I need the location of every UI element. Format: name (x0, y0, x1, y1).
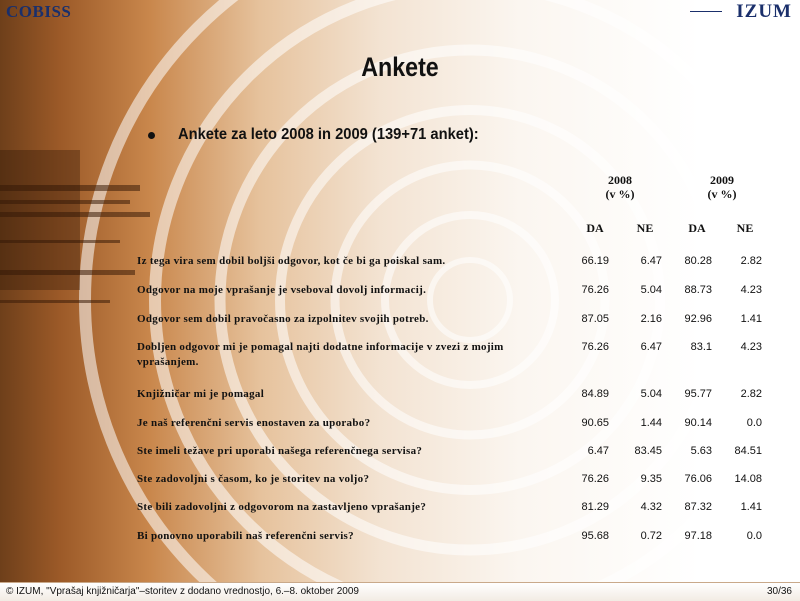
slide-number: 30/36 (766, 586, 792, 597)
value-2009-da: 95.77 (684, 388, 712, 400)
value-2009-da: 83.1 (690, 341, 712, 353)
value-2008-da: 95.68 (581, 530, 609, 542)
question-text: Iz tega vira sem dobil boljši odgovor, kot če bi ga poiskal sam. (137, 255, 446, 267)
value-2008-da: 66.19 (581, 255, 609, 267)
slide-title: Ankete (361, 52, 439, 82)
question-text: Je naš referenčni servis enostaven za uporabo? (137, 417, 371, 429)
cobiss-logo: COBISS (6, 2, 72, 21)
year-label: 2008 (608, 173, 632, 187)
value-2008-ne: 5.04 (640, 388, 662, 400)
value-2008-da: 76.26 (581, 341, 609, 353)
value-2009-da: 97.18 (684, 530, 712, 542)
question-text: Dobljen odgovor mi je pomagal najti dodatne informacije v zvezi z mojim vprašanjem. (137, 341, 504, 368)
izum-logo: IZUM (736, 1, 792, 22)
question-text: Bi ponovno uporabili naš referenčni servis? (137, 530, 354, 542)
value-2009-da: 76.06 (684, 473, 712, 485)
value-2009-ne: 0.0 (746, 417, 762, 429)
value-2009-ne: 84.51 (734, 445, 762, 457)
column-header-da: DA (586, 221, 604, 235)
value-2008-da: 87.05 (581, 313, 609, 325)
value-2009-ne: 14.08 (734, 473, 762, 485)
value-2008-ne: 5.04 (640, 284, 662, 296)
value-2008-da: 90.65 (581, 417, 609, 429)
question-text: Odgovor sem dobil pravočasno za izpolnitev svojih potreb. (137, 313, 429, 325)
value-2008-da: 6.47 (587, 445, 609, 457)
value-2009-ne: 1.41 (740, 501, 762, 513)
column-header-ne: NE (736, 221, 754, 235)
value-2008-da: 81.29 (581, 501, 609, 513)
value-2008-ne: 4.32 (640, 501, 662, 513)
year-header-2009 (692, 173, 752, 201)
question-text: Knjižničar mi je pomagal (137, 388, 265, 400)
value-2009-ne: 4.23 (740, 284, 762, 296)
value-2009-da: 92.96 (684, 313, 712, 325)
value-2008-ne: 1.44 (640, 417, 662, 429)
value-2009-da: 80.28 (684, 255, 712, 267)
footer-text: © IZUM, "Vprašaj knjižničarja"–storitev z dodano vrednostjo, 6.–8. oktober 2009 (6, 586, 359, 597)
value-2009-da: 5.63 (690, 445, 712, 457)
value-2009-ne: 4.23 (740, 341, 762, 353)
bullet-item (148, 126, 505, 144)
value-2009-da: 90.14 (684, 417, 712, 429)
value-2009-ne: 1.41 (740, 313, 762, 325)
question-text: Ste imeli težave pri uporabi našega referenčnega servisa? (137, 445, 423, 457)
value-2008-ne: 6.47 (640, 255, 662, 267)
izum-logo-line-left (690, 11, 722, 12)
value-2008-da: 84.89 (581, 388, 609, 400)
value-2009-ne: 2.82 (740, 388, 762, 400)
question-text: Ste bili zadovoljni z odgovorom na zastavljeno vprašanje? (137, 501, 427, 513)
year-header-2008 (590, 173, 650, 201)
question-text: Ste zadovoljni s časom, ko je storitev na voljo? (137, 473, 370, 485)
value-2009-da: 88.73 (684, 284, 712, 296)
bullet-text: Ankete za leto 2008 in 2009 (139+71 anket): (178, 126, 479, 143)
bullet-dot-icon (148, 132, 155, 139)
slide-footer (0, 582, 800, 601)
value-2009-da: 87.32 (684, 501, 712, 513)
year-label: 2009 (710, 173, 734, 187)
value-2009-ne: 0.0 (746, 530, 762, 542)
value-2008-da: 76.26 (581, 473, 609, 485)
column-header-ne: NE (636, 221, 654, 235)
value-2009-ne: 2.82 (740, 255, 762, 267)
year-unit: (v %) (605, 187, 635, 201)
value-2008-da: 76.26 (581, 284, 609, 296)
value-2008-ne: 0.72 (640, 530, 662, 542)
year-unit: (v %) (707, 187, 737, 201)
value-2008-ne: 2.16 (640, 313, 662, 325)
column-header-da: DA (688, 221, 706, 235)
value-2008-ne: 6.47 (640, 341, 662, 353)
question-text: Odgovor na moje vprašanje je vseboval dovolj informacij. (137, 284, 427, 296)
value-2008-ne: 9.35 (640, 473, 662, 485)
value-2008-ne: 83.45 (634, 445, 662, 457)
